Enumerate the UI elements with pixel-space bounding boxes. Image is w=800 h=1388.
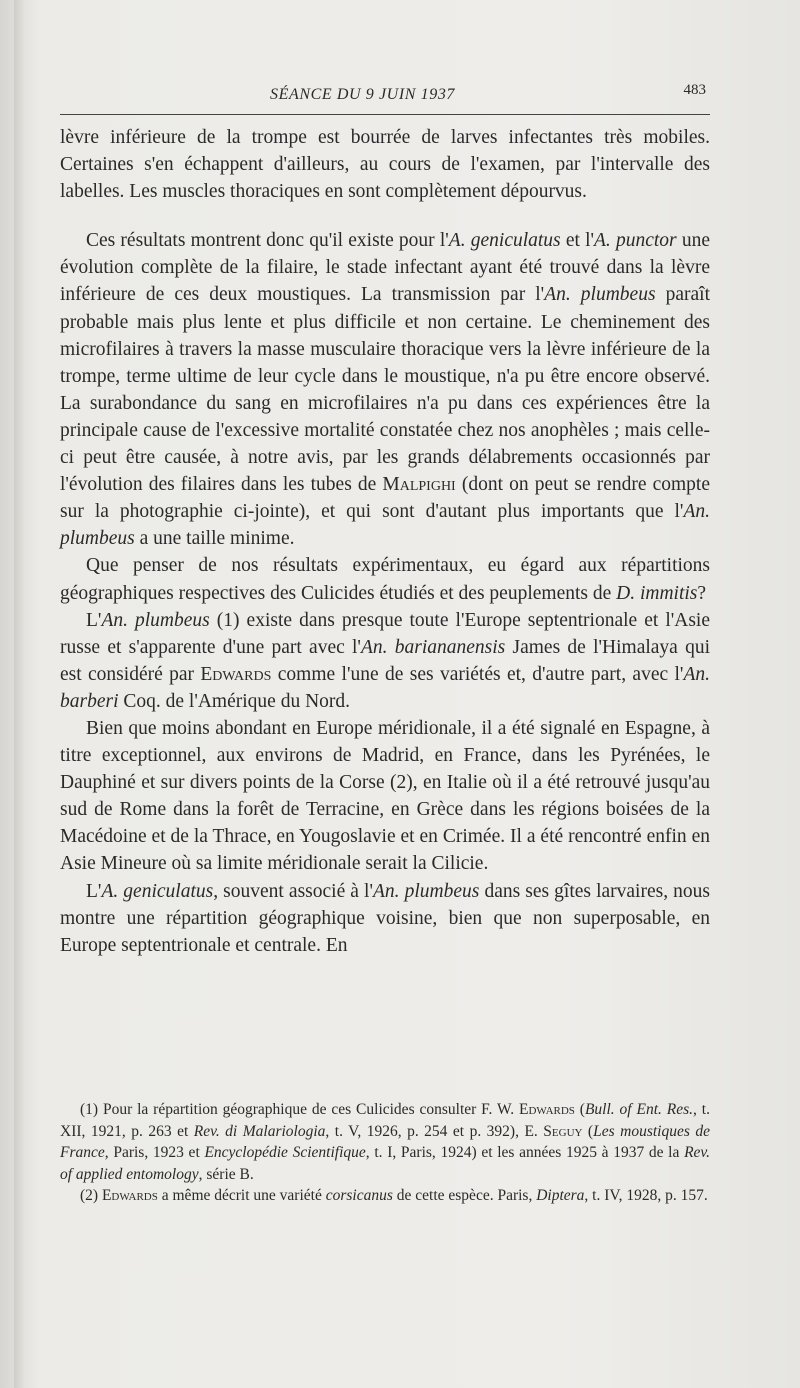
paragraph-5: Bien que moins abondant en Europe méridionale, il a été signalé en Espagne, à titre exceptionnel, aux environs de Madrid, en France, dans les Pyrénées, le Dauphiné et sur divers points de la Corse (2), en Italie où il a été retrouvé jusqu'au sud de Rome dans la forêt de Terracine, en Grèce dans les régions boisées de la Macédoine et de la Thrace, en Yougoslavie et en Crimée. Il a été rencontré enfin en Asie Mineure où sa limite méridionale serait la Cilicie.: [60, 717, 710, 875]
author-name: Edwards: [101, 1187, 158, 1205]
text-run: , t. V, 1926, p. 254 et p. 392), E.: [325, 1122, 544, 1140]
running-head: SÉANCE DU 9 JUIN 1937: [270, 86, 456, 103]
species-name: D. immitis: [616, 582, 698, 604]
text-run: de cette espèce. Paris,: [392, 1187, 537, 1205]
text-run: paraît probable mais plus lente et plus difficile et non certaine. Le cheminement des microfilaires à travers la masse musculaire thoracique vers la lèvre inférieure de la trompe, terme ultime de leur cycle dans le moustique, n'a pu être encore observé. La surabondance du sang en microfilaires n'a pu dans ces expériences être la principale cause de l'excessive mortalité constatée chez nos anophèles ; mais celle-ci peut être causée, à notre avis, par les grands délabrements occasionnés par l'évolution des filaires dans les tubes de: [60, 284, 711, 496]
species-name: A. geniculatus: [448, 230, 561, 252]
species-name: An. plumbeus: [101, 609, 210, 631]
text-run: une évolution complète de la filaire, le stade infectant ayant été trouvé dans la lèvre inférieure de ces deux moustiques. La transmission par l': [60, 230, 710, 306]
species-name: An. plumbeus: [372, 880, 480, 902]
text-run: , t. I, Paris, 1924) et les années 1925 à 1937 de la: [365, 1144, 685, 1162]
author-name: Malpighi: [382, 474, 456, 496]
text-run: a une taille minime.: [134, 528, 295, 550]
text-run: comme l'une de ses variétés et, d'autre part, avec l': [271, 663, 684, 685]
text-run: (2): [80, 1187, 102, 1205]
author-name: Edwards: [519, 1101, 575, 1118]
text-run: Que penser de nos résultats expérimentaux, eu égard aux répartitions géographiques respectives des Culicides étudiés et des peuplements de: [60, 555, 710, 604]
page-gutter: [14, 0, 24, 1388]
text-run: Ces résultats montrent donc qu'il existe pour l': [86, 230, 449, 252]
text-run: ?: [697, 582, 707, 604]
book-title: Encyclopédie Scientifique: [204, 1144, 366, 1162]
text-run: dans ses gîtes larvaires, nous montre une répartition géographique voisine, bien que non superposable, en Europe septentrionale et centrale. En: [60, 880, 711, 956]
footnotes: [60, 1099, 710, 1207]
text-run: , Paris, 1923 et: [104, 1144, 205, 1162]
text-run: James de l'Himalaya qui est considéré par: [60, 636, 710, 685]
footnote-2: [60, 1185, 710, 1207]
species-name: A. geniculatus: [101, 880, 214, 902]
paragraph-1: lèvre inférieure de la trompe est bourrée de larves infectantes très mobiles. Certaines s'en échappent d'ailleurs, au cours de l'examen, par l'intervalle des labelles. Les muscles thoraciques en sont complètement dépourvus.: [60, 127, 710, 203]
species-name: A. punctor: [594, 230, 677, 252]
species-name: An. bariananensis: [360, 636, 506, 658]
text-run: , souvent associé à l': [213, 880, 373, 902]
body-text: [60, 124, 710, 959]
text-run: et l': [560, 230, 595, 252]
text-run: a même décrit une variété: [157, 1187, 326, 1205]
journal-title: Rev. of applied entomology: [60, 1144, 711, 1183]
species-name: An. plumbeus: [544, 284, 656, 306]
text-run: Coq. de l'Amérique du Nord.: [118, 690, 351, 712]
page-number: 483: [683, 82, 706, 98]
header-rule: [60, 114, 710, 115]
variety-name: corsicanus: [325, 1187, 393, 1205]
paragraph-6: [60, 878, 710, 959]
text-run: (: [574, 1101, 585, 1118]
paragraph-4: [60, 607, 710, 715]
text-run: L': [86, 880, 102, 902]
text-run: (1) existe dans presque toute l'Europe septentrionale et l'Asie russe et s'apparente d'une part avec l': [60, 609, 710, 658]
journal-title: Bull. of Ent. Res.: [584, 1101, 694, 1118]
journal-title: Rev. di Malariologia: [193, 1122, 326, 1140]
text-run: , t. IV, 1928, p. 157.: [584, 1187, 708, 1205]
book-title: Les moustiques de France: [60, 1122, 710, 1162]
species-name: An. plumbeus: [60, 501, 710, 550]
footnote-1: [60, 1099, 710, 1185]
author-name: Seguy: [543, 1122, 583, 1140]
text-run: (dont on peut se rendre compte sur la photographie ci-jointe), et qui sont d'autant plus importants que l': [60, 474, 710, 523]
text-run: L': [86, 609, 102, 631]
paragraph-2: [60, 227, 710, 552]
text-run: , série B.: [198, 1165, 254, 1183]
text-run: (1) Pour la répartition géographique de ces Culicides consulter F. W.: [80, 1101, 519, 1118]
author-name: Edwards: [200, 663, 272, 685]
paragraph-3: [60, 552, 710, 606]
journal-title: Diptera: [536, 1187, 585, 1205]
text-run: , t. XII, 1921, p. 263 et: [60, 1101, 710, 1140]
species-name: An. barberi: [60, 663, 710, 712]
text-run: (: [582, 1122, 594, 1140]
page-header: [60, 80, 710, 106]
